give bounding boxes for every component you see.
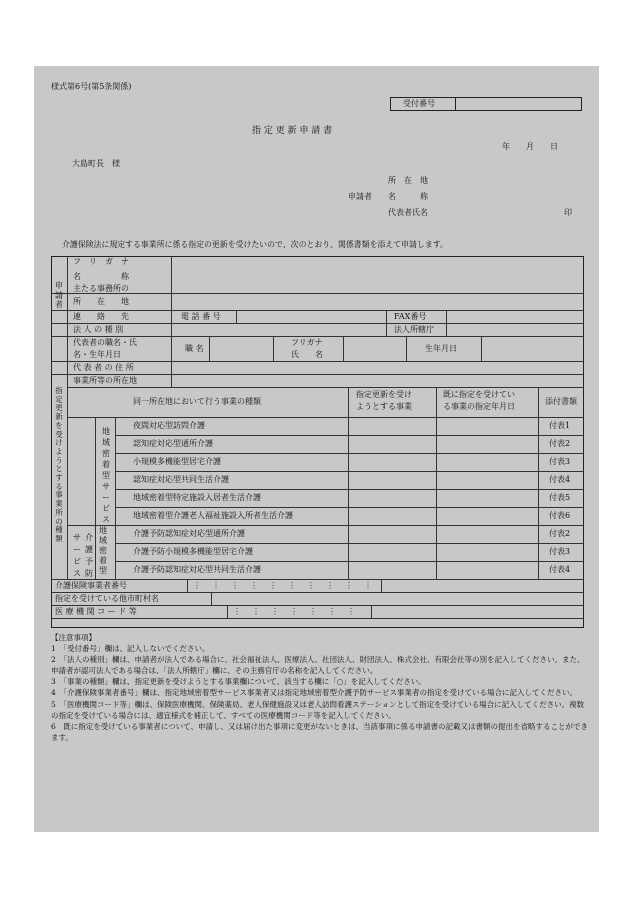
note-item: 4 「介護保険事業者番号」欄は、指定地域密着型サービス事業者又は指定地域密着型介護予防サービス事業者の指定を受けている場合に記入してください。: [51, 688, 578, 698]
col-existing-header-1: 既に指定を受けてい: [443, 390, 515, 399]
attach-cell: 付表4: [549, 475, 571, 484]
rep-label-1: 代表者の職名・氏: [73, 338, 137, 347]
medical-code-digits[interactable]: ⋮⋮⋮⋮⋮⋮⋮: [231, 606, 372, 618]
applicant-address-label: 所 在 地: [388, 176, 428, 185]
application-form: [34, 66, 599, 832]
notes-section: [51, 632, 591, 743]
receipt-number-box: [390, 97, 582, 111]
service-row: 夜間対応型訪問介護: [133, 421, 205, 430]
corp-type-label: 法 人 の 種 別: [73, 325, 124, 334]
service-row: 認知症対応型共同生活介護: [133, 475, 229, 484]
seal-mark: 印: [564, 208, 572, 217]
job-title-label: 職 名: [185, 344, 204, 353]
receipt-label: 受付番号: [403, 99, 435, 108]
contact-label: 連 絡 先: [73, 312, 129, 321]
notes-title: 【注意事項】: [51, 633, 96, 642]
receipt-label-cell: [391, 98, 456, 110]
applicant-rep-label: 代表者氏名: [388, 208, 428, 217]
insurer-number-label: 介護保険事業者番号: [55, 581, 127, 590]
attach-cell: 付表4: [549, 565, 571, 574]
office-location-label: 事業所等の所在地: [73, 376, 137, 385]
shimei-label: 氏 名: [291, 350, 323, 359]
service-row: 地域密着型特定施設入居者生活介護: [133, 493, 261, 502]
birth-label: 生年月日: [425, 344, 457, 353]
applicant-group-label: 申請者: [348, 192, 372, 201]
authority-label: 法人所轄庁: [394, 325, 434, 334]
insurer-number-digits[interactable]: ⋮⋮⋮⋮⋮⋮⋮⋮⋮⋮: [193, 581, 383, 590]
service-row: 地域密着型介護老人福祉施設入所者生活介護: [133, 511, 293, 520]
applicant-name-label: 名 称: [388, 192, 428, 201]
table-frame: [51, 256, 584, 628]
prevention-col-b: 介護予防: [85, 533, 93, 578]
note-item: 6 既に指定を受けている事業者について、申請し、又は届け出た事項に変更がないときは、当該事項に係る申請書の記載又は書類の提出を省略することができます。: [51, 721, 588, 742]
col-existing-header-2: る事業の指定年月日: [443, 402, 515, 411]
rep-label-2: 名・生年月日: [73, 350, 121, 359]
applicant-side-label: 申請者: [55, 281, 63, 310]
services-side-label: 指定更新を受けようとする事業所の種類: [55, 386, 63, 543]
col-type-header: 同一所在地において行う事業の種類: [133, 397, 261, 406]
service-row: 介護予防小規模多機能型居宅介護: [133, 547, 253, 556]
fax-label: FAX番号: [394, 312, 427, 321]
medical-code-label: 医 療 機 関 コ ー ド 等: [55, 607, 137, 616]
furigana2-label: フリガナ: [291, 338, 323, 347]
attach-cell: 付表3: [549, 457, 571, 466]
attach-cell: 付表5: [549, 493, 571, 502]
form-number: 様式第6号(第5条関係): [51, 82, 132, 91]
service-row: 小規模多機能型居宅介護: [133, 457, 221, 466]
col-attach-header: 添付書類: [545, 397, 577, 406]
name-label: 名 称: [73, 272, 129, 281]
other-municipality-label: 指定を受けている他市町村名: [55, 594, 159, 603]
office-label-1: 主たる事務所の: [73, 284, 129, 293]
date-line: 年 月 日: [502, 142, 558, 151]
note-item: 1 「受付番号」欄は、記入しないでください。: [51, 644, 210, 654]
col-renew-header-1: 指定更新を受け: [356, 390, 412, 399]
office-label-2: 所 在 地: [73, 297, 129, 306]
addressee: 大島町長 様: [72, 159, 120, 168]
prevention-col-a: サービス: [73, 533, 81, 578]
service-row: 介護予防認知症対応型共同生活介護: [133, 565, 261, 574]
attach-cell: 付表1: [549, 421, 571, 430]
note-item: 2 「法人の種別」欄は、申請者が法人である場合に、社会福祉法人、医療法人、社団法人、財団法人、株式会社、有限会社等の別を記入してください。また、申請者が認可法人である場合は、「法人所轄庁」欄に、その主務官庁の名称を記入してください。: [51, 655, 585, 676]
rep-address-label: 代 表 者 の 住 所: [73, 363, 134, 372]
note-item: 3 「事業の種類」欄は、指定更新を受けようとする事業欄について、該当する欄に「○」を記入してください。: [51, 677, 426, 687]
attach-cell: 付表3: [549, 547, 571, 556]
service-row: 介護予防認知症対応型通所介護: [133, 529, 245, 538]
attach-cell: 付表6: [549, 511, 571, 520]
attach-cell: 付表2: [549, 529, 571, 538]
furigana-label: フ リ ガ ナ: [73, 257, 129, 266]
community-services-label: 地域密着型サービス: [102, 427, 110, 524]
attach-cell: 付表2: [549, 439, 571, 448]
application-table: [51, 256, 584, 628]
note-item: 5 「医療機関コード等」欄は、保険医療機関、保険薬局、老人保健施設又は老人訪問看護ステーションとして指定を受けている場合に記入してください。複数の指定を受けている場合には、適宜様式を補正して、すべての医療機関コード等を記入してください。: [51, 699, 585, 720]
service-row: 認知症対応型通所介護: [133, 439, 213, 448]
col-renew-header-2: ようとする事業: [356, 402, 412, 411]
tel-label: 電 話 番 号: [181, 312, 221, 321]
prevention-col-c: 地域密着型: [99, 526, 107, 575]
intro-text: 介護保険法に規定する事業所に係る指定の更新を受けたいので、次のとおり、関係書類を添えて申請します。: [62, 240, 448, 249]
form-title: 指 定 更 新 申 請 書: [252, 126, 333, 136]
